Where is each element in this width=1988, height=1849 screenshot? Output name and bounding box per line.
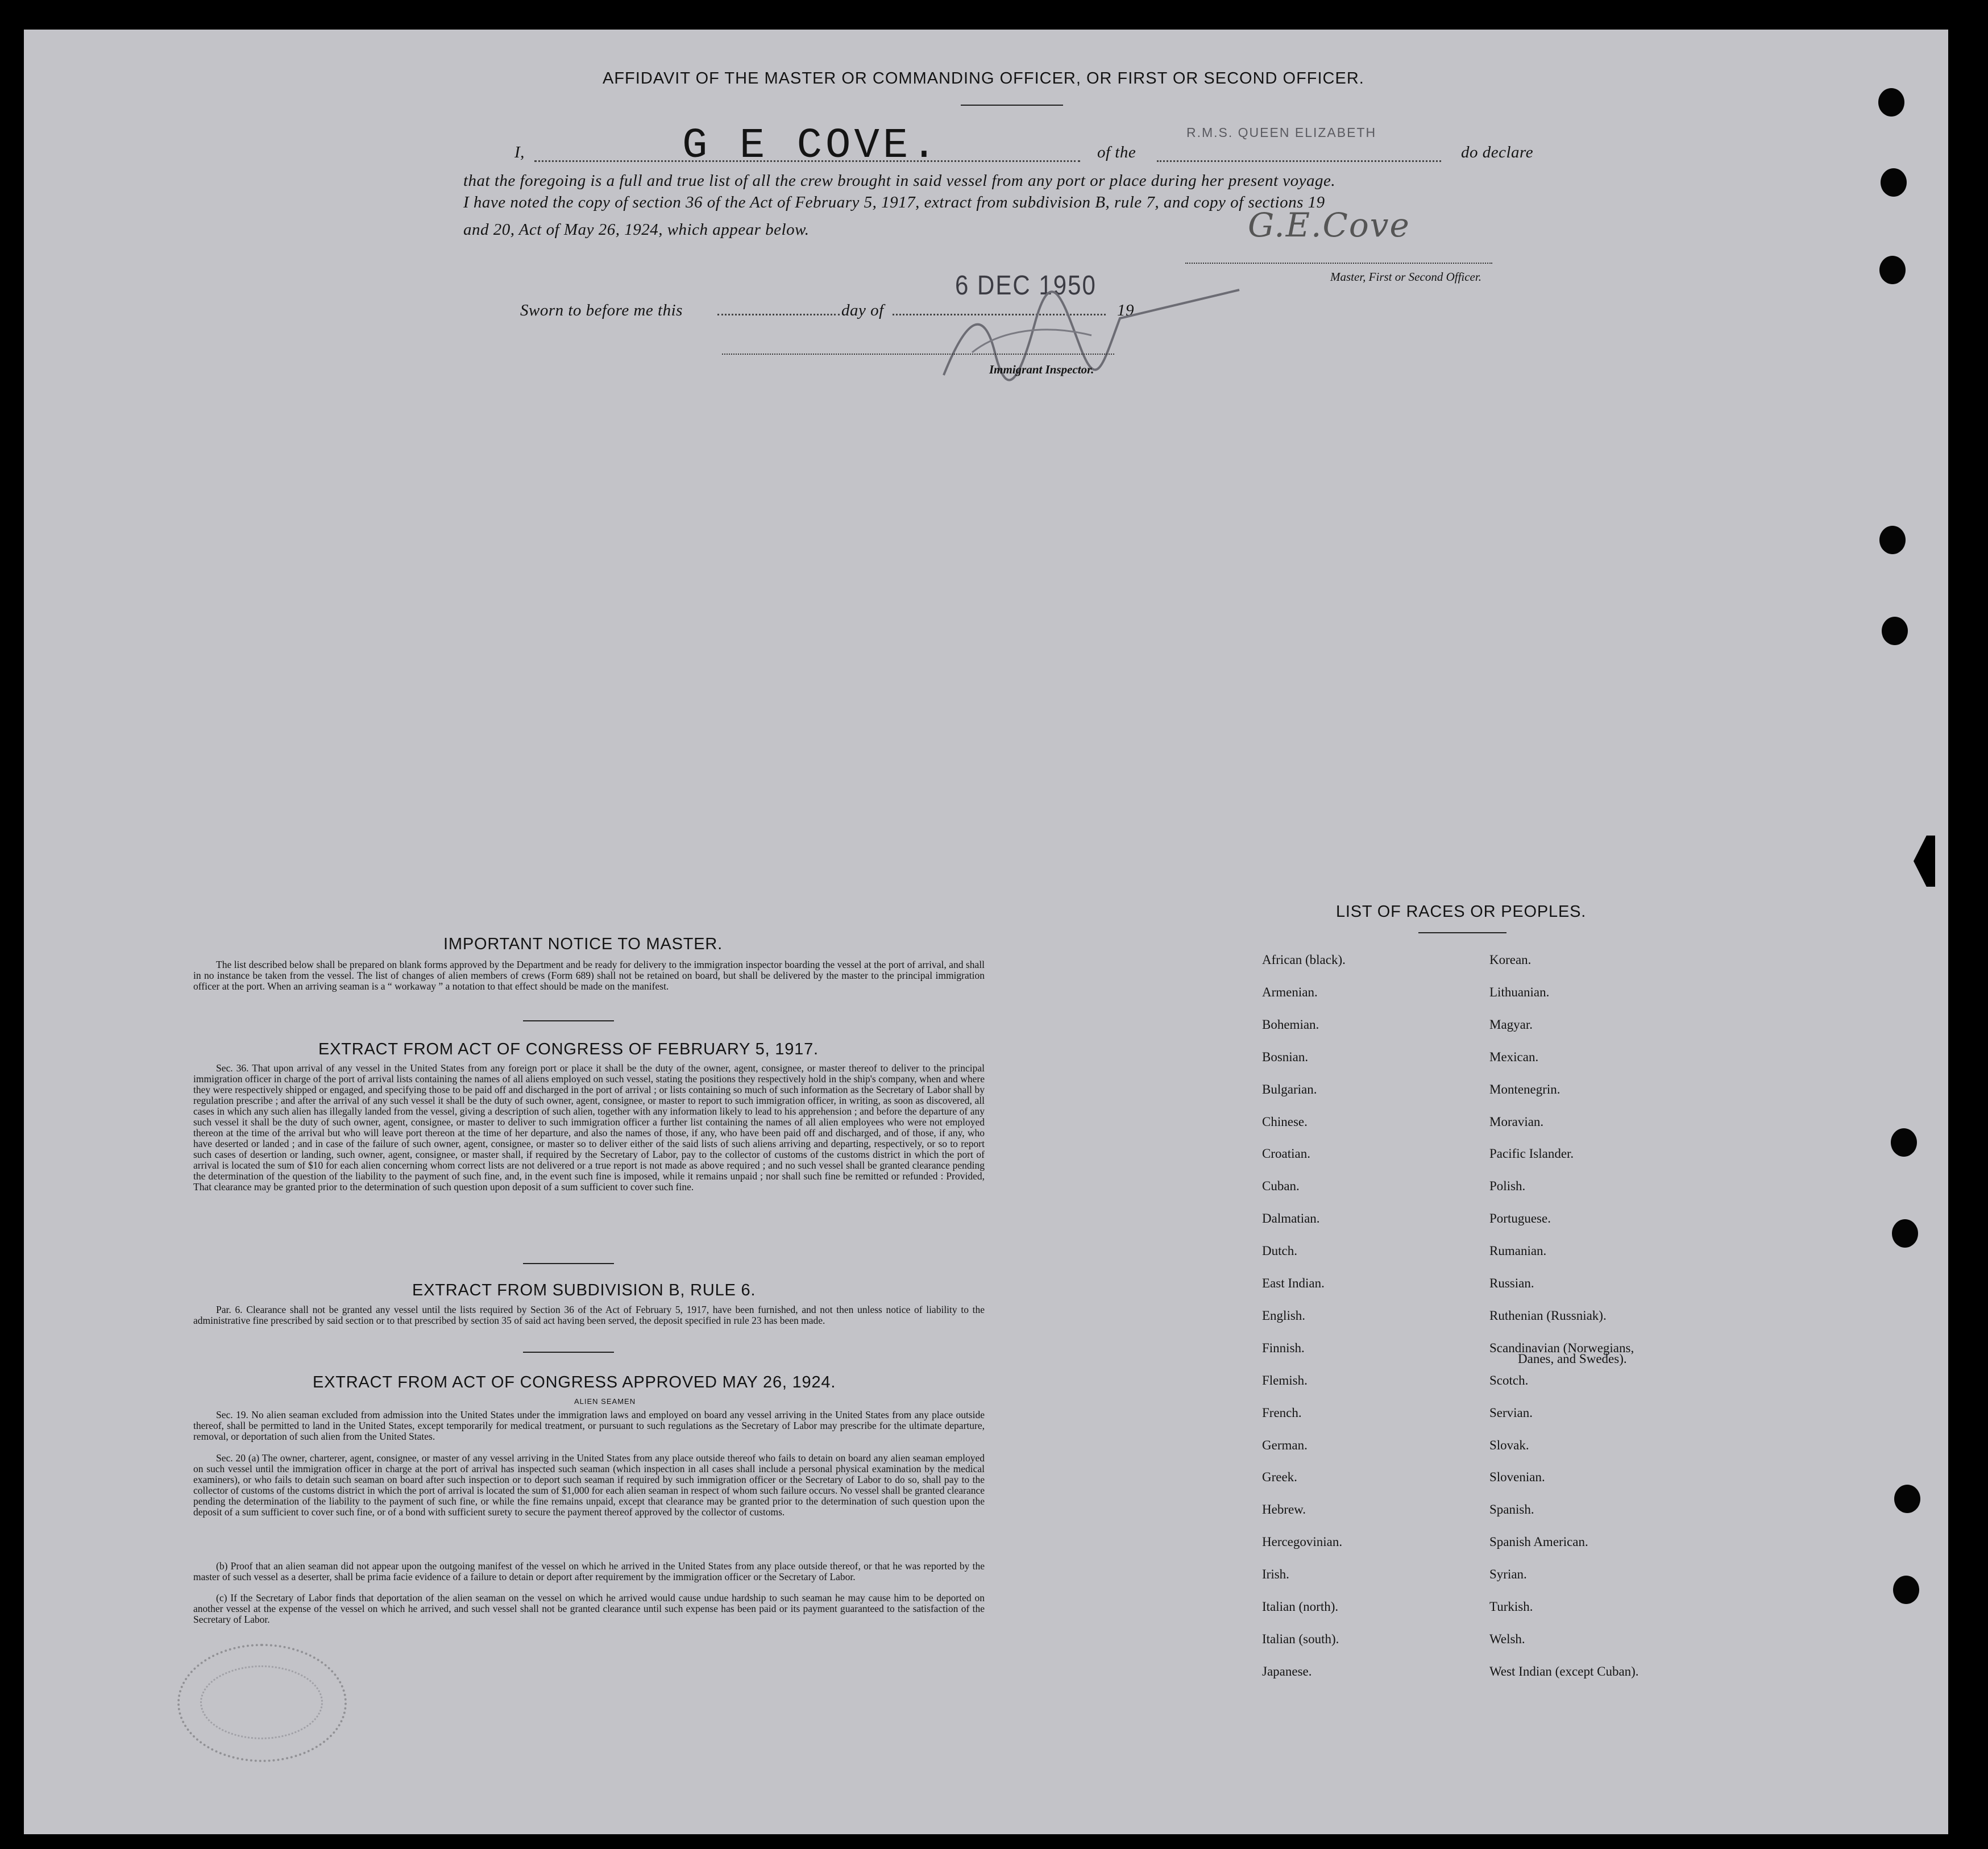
extract-1917-title: EXTRACT FROM ACT OF CONGRESS OF FEBRUARY 5, 1917. xyxy=(318,1040,819,1058)
punch-hole xyxy=(1893,1576,1919,1604)
race-item: East Indian. xyxy=(1262,1276,1325,1290)
extract-1924-title: EXTRACT FROM ACT OF CONGRESS APPROVED MAY 26, 1924. xyxy=(313,1373,836,1391)
race-item: Bulgarian. xyxy=(1262,1082,1317,1096)
race-item: Moravian. xyxy=(1489,1114,1544,1129)
signature-line xyxy=(1185,263,1492,264)
extract-1924-subtitle: ALIEN SEAMEN xyxy=(574,1397,636,1406)
race-note-continuation: Danes, and Swedes). xyxy=(1518,1352,1627,1366)
punch-hole xyxy=(1879,256,1906,284)
race-item: Flemish. xyxy=(1262,1373,1308,1387)
punch-hole xyxy=(1891,1128,1917,1157)
extract-1917-body: Sec. 36. That upon arrival of any vessel in the United States from any foreign port or place it shall be the duty of the owner, agent, consignee, or master thereof to deliver to the principal immigration officer in charge of the port of arrival lists containing the names of all aliens employed on such vessel, stating the positions they respectively hold in the ship's company, when and where they were respectively shipped or engaged, and specifying those to be paid off and discharged in the port of arrival ; or lists containing so much of such information as the Secretary of Labor shall by regulation prescribe ; and after the arrival of any such vessel it shall be the duty of such owner, agent, consignee, or master to report to such immigration officer, in writing, as soon as discovered, all cases in which any such alien has illegally landed from the vessel, giving a description of such alien, together with any information likely to lead to his apprehension ; and before the departure of any such vessel it shall be the duty of such owner, agent, consignee, or master to deliver to such immigration officer a further list containing the names of all alien employees who were not employed thereon at the time of the arrival but who will leave port thereon at the time of her departure, and also the names of those, if any, who have been paid off and discharged, and of those, if any, who have deserted or landed ; and in case of the failure of such owner, agent, consignee, or master so to deliver either of the said lists of such aliens arriving and departing, respectively, or so to report such cases of desertion or landing, such owner, agent, consignee, or master shall, if required by the Secretary of Labor, pay to the collector of customs of the customs district in which the port of arrival is located the sum of $10 for each alien concerning whom correct lists are not delivered or a true report is not made as above required ; and no such vessel shall be granted clearance pending the determination of the question of the liability to the payment of such fine, and, in the event such fine is imposed, while it remains unpaid ; nor shall such fine be remitted or refunded : Provided, That clearance may be granted prior to the determination of such question upon deposit of a sum sufficient to cover such fine. xyxy=(193,1062,985,1192)
race-item: Korean. xyxy=(1489,953,1532,967)
punch-hole xyxy=(1879,526,1906,554)
race-item: English. xyxy=(1262,1308,1306,1323)
officer-name: G E COVE. xyxy=(682,122,940,170)
i-label: I, xyxy=(514,143,525,161)
race-item: Spanish. xyxy=(1489,1502,1534,1517)
notice-body: The list described below shall be prepared on blank forms approved by the Department and be ready for delivery to the immigration inspector boarding the vessel at the port of arrival, and shall in no instance be taken from the vessel. The list of changes of alien members of crews (Form 689) shall not be retained on board, but shall be delivered by the master to the principal immigration officer at the port. When an arriving seaman is a “ workaway ” a notation to that effect should be made on the manifest. xyxy=(193,959,985,992)
race-item: Irish. xyxy=(1262,1567,1289,1582)
races-title-underline xyxy=(1418,932,1506,933)
year-prefix: 19 xyxy=(1117,301,1134,319)
ink-stamp-inner xyxy=(200,1665,323,1739)
name-line xyxy=(534,160,1080,162)
race-item: Croatian. xyxy=(1262,1146,1310,1161)
punch-hole xyxy=(1882,617,1908,645)
race-item: Turkish. xyxy=(1489,1599,1533,1614)
race-item: Hercegovinian. xyxy=(1262,1535,1343,1549)
race-item: Greek. xyxy=(1262,1470,1297,1485)
punch-hole xyxy=(1894,1485,1920,1513)
race-item: Slovak. xyxy=(1489,1437,1529,1452)
race-item: Japanese. xyxy=(1262,1664,1312,1678)
race-item: Bosnian. xyxy=(1262,1049,1309,1064)
notice-title: IMPORTANT NOTICE TO MASTER. xyxy=(443,935,723,953)
race-item: Chinese. xyxy=(1262,1114,1308,1129)
extract-1924-sec20c: (c) If the Secretary of Labor finds that deportation of the alien seaman on the vessel on which he arrived would cause undue hardship to such seaman he may cause him to be deported on another vessel at the expense of the vessel on which he arrived, and such vessel shall not be granted clearance until such expense has been paid or its payment guaranteed to the satisfaction of the Secretary of Labor. xyxy=(193,1592,985,1625)
day-of-label: day of xyxy=(841,301,884,319)
declaration-line-3: I have noted the copy of section 36 of the Act of February 5, 1917, extract from subdivision B, rule 7, and copy of sections 19 xyxy=(463,193,1325,211)
extract-subdivision-divider xyxy=(523,1352,614,1353)
race-item: Servian. xyxy=(1489,1405,1533,1420)
race-item: Italian (south). xyxy=(1262,1631,1339,1646)
notice-divider xyxy=(523,1020,614,1021)
punch-hole xyxy=(1881,168,1907,197)
title-underline xyxy=(961,105,1063,106)
of-the-label: of the xyxy=(1097,143,1136,161)
race-item: Portuguese. xyxy=(1489,1211,1551,1226)
race-item: Magyar. xyxy=(1489,1017,1533,1032)
race-item: German. xyxy=(1262,1437,1308,1452)
date-stamp: 6 DEC 1950 xyxy=(955,269,1097,301)
extract-1924-sec19: Sec. 19. No alien seaman excluded from admission into the United States under the immigration laws and employed on board any vessel arriving in the United States from any place outside thereof, shall be permitted to land in the United States, except temporarily for medical treatment, or pursuant to such regulations as the Secretary of Labor may prescribe for the ultimate departure, removal, or deportation of such alien from the United States. xyxy=(193,1409,985,1442)
inspector-caption: Immigrant Inspector. xyxy=(989,363,1094,376)
race-item: Mexican. xyxy=(1489,1049,1539,1064)
signature-caption: Master, First or Second Officer. xyxy=(1330,270,1481,284)
vessel-name: R.M.S. QUEEN ELIZABETH xyxy=(1186,125,1377,140)
race-item: Bohemian. xyxy=(1262,1017,1319,1032)
officer-signature: G.E.Cove xyxy=(1248,206,1410,244)
race-item: West Indian (except Cuban). xyxy=(1489,1664,1639,1678)
extract-subdivision-body: Par. 6. Clearance shall not be granted any vessel until the lists required by Section 36 of the Act of February 5, 1917, have been furnished, and not then unless notice of liability to the administrative fine prescribed by said section or to that prescribed by section 35 of said act having been served, the deposit specified in rule 23 has been made. xyxy=(193,1304,985,1326)
race-item: Italian (north). xyxy=(1262,1599,1339,1614)
race-item: Hebrew. xyxy=(1262,1502,1306,1517)
race-item: Syrian. xyxy=(1489,1567,1527,1582)
extract-1924-sec20a: Sec. 20 (a) The owner, charterer, agent, consignee, or master of any vessel arriving in the United States from any place outside thereof who fails to detain on board any alien seaman employed on such vessel until the immigration officer in charge at the port of arrival has inspected such seaman (which inspection in all cases shall include a personal physical examination by the medical examiners), or who fails to detain such seaman on board after such inspection or to deport such seaman if required by such immigration officer or the Secretary of Labor to do so, shall pay to the collector of customs of the customs district in which the port of arrival is located the sum of $1,000 for each alien seaman in respect of whom such failure occurs. No vessel shall be granted clearance pending the determination of the liability to the payment of such fine, or while the fine remains unpaid, except that clearance may be granted prior to the determination of such question upon the deposit of a sum sufficient to cover such fine, or of a bond with sufficient surety to secure the payment thereof approved by the collector of customs. xyxy=(193,1452,985,1518)
vessel-line xyxy=(1157,160,1441,162)
race-item: Ruthenian (Russniak). xyxy=(1489,1308,1607,1323)
race-item: Scotch. xyxy=(1489,1373,1529,1387)
declaration-line-2: that the foregoing is a full and true list of all the crew brought in said vessel from any port or place during her present voyage. xyxy=(463,172,1336,190)
race-item: Scandinavian (Norwegians, xyxy=(1489,1340,1634,1355)
race-item: Spanish American. xyxy=(1489,1535,1588,1549)
race-item: Armenian. xyxy=(1262,984,1318,999)
affidavit-title: AFFIDAVIT OF THE MASTER OR COMMANDING OFFICER, OR FIRST OR SECOND OFFICER. xyxy=(603,69,1364,88)
race-item: Cuban. xyxy=(1262,1179,1300,1194)
extract-1917-divider xyxy=(523,1263,614,1264)
race-item: Finnish. xyxy=(1262,1340,1305,1355)
race-item: Slovenian. xyxy=(1489,1470,1545,1485)
sworn-day-line xyxy=(717,314,840,315)
race-item: Dutch. xyxy=(1262,1244,1297,1258)
do-declare-label: do declare xyxy=(1461,143,1534,161)
race-item: African (black). xyxy=(1262,953,1346,967)
race-item: Russian. xyxy=(1489,1276,1534,1290)
race-item: Pacific Islander. xyxy=(1489,1146,1574,1161)
race-item: Polish. xyxy=(1489,1179,1526,1194)
declaration-line-4: and 20, Act of May 26, 1924, which appear below. xyxy=(463,221,810,239)
race-item: Dalmatian. xyxy=(1262,1211,1320,1226)
extract-subdivision-title: EXTRACT FROM SUBDIVISION B, RULE 6. xyxy=(412,1281,756,1299)
race-item: Montenegrin. xyxy=(1489,1082,1560,1096)
punch-hole xyxy=(1892,1219,1918,1248)
punch-hole xyxy=(1878,88,1904,117)
race-item: Rumanian. xyxy=(1489,1244,1547,1258)
sworn-label: Sworn to before me this xyxy=(520,301,683,319)
extract-1924-sec20b: (b) Proof that an alien seaman did not appear upon the outgoing manifest of the vessel on which he arrived in the United States from any place outside thereof, or that he was reported by the master of such vessel as a deserter, shall be prima facie evidence of a failure to detain or deport after requirement by the immigration officer or the Secretary of Labor. xyxy=(193,1560,985,1582)
race-item: French. xyxy=(1262,1405,1302,1420)
race-item: Lithuanian. xyxy=(1489,984,1550,999)
race-item: Welsh. xyxy=(1489,1631,1525,1646)
inspector-line xyxy=(722,354,1114,355)
races-title: LIST OF RACES OR PEOPLES. xyxy=(1336,903,1587,921)
